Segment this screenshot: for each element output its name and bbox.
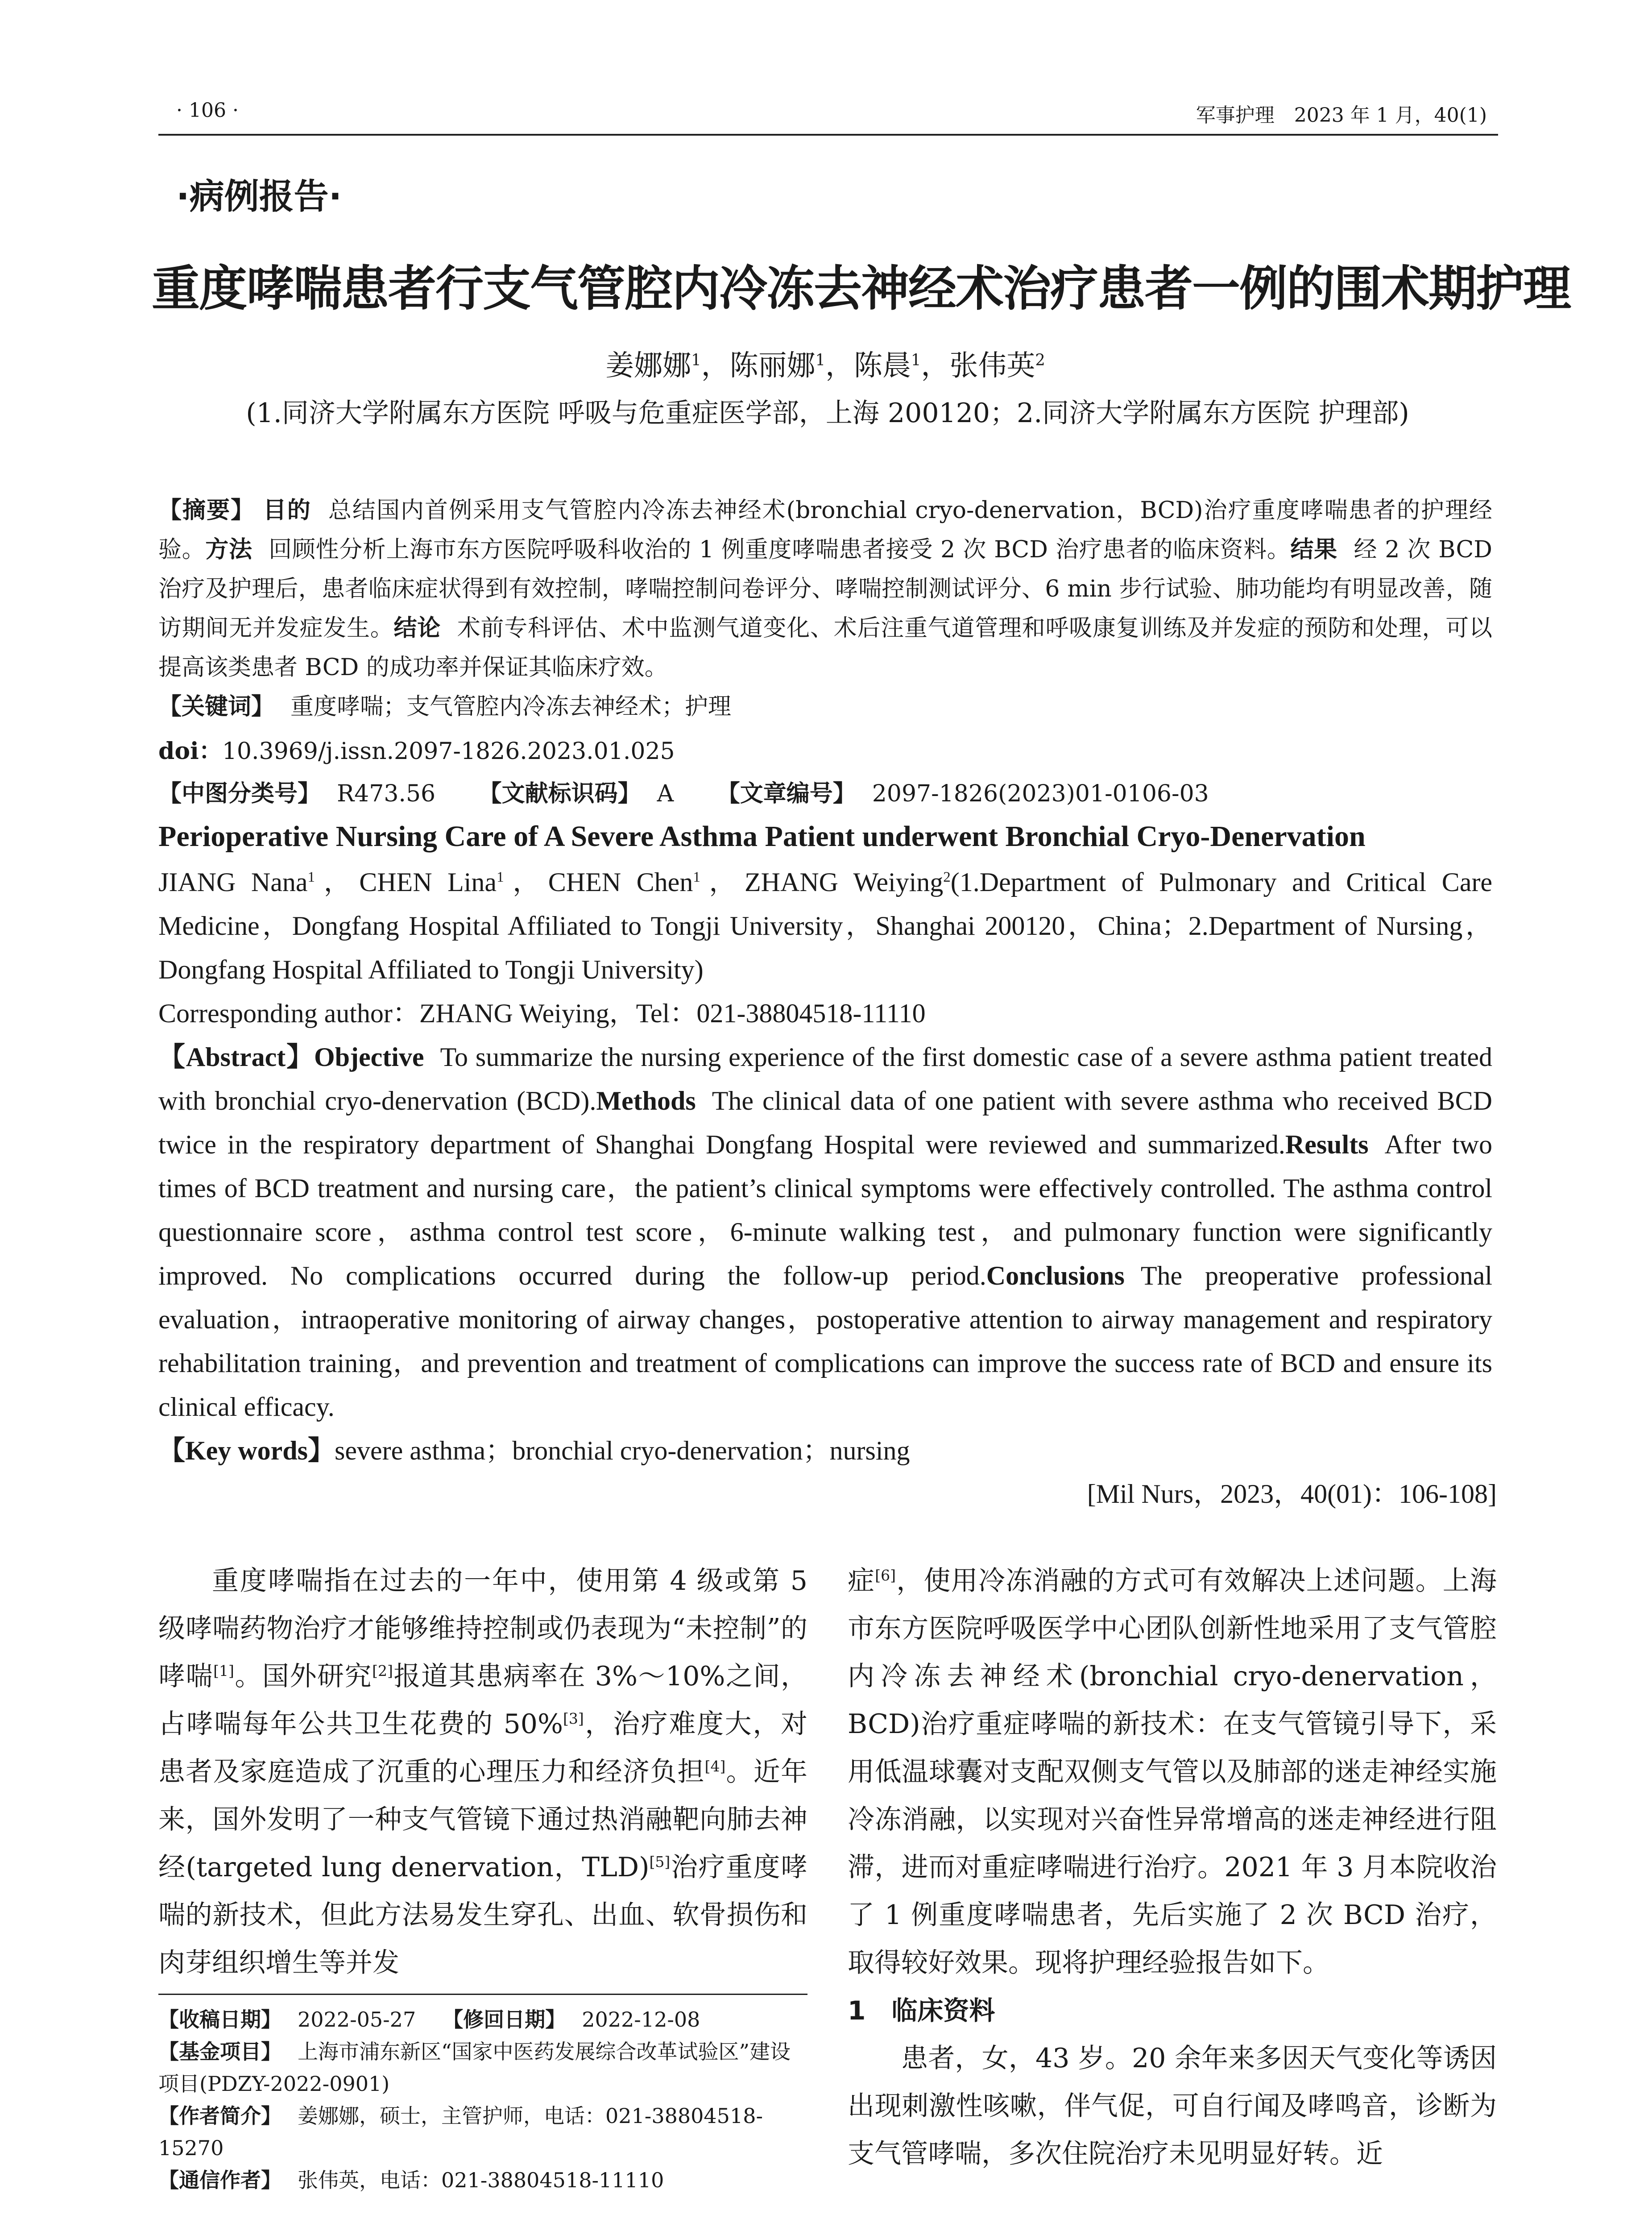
- author-name: 张伟英: [949, 349, 1035, 382]
- abstract-label-en: 【Abstract】: [158, 1042, 314, 1072]
- citation-ref[interactable]: [1]: [213, 1662, 234, 1679]
- doc-code-label: 【文献标识码】: [478, 780, 641, 807]
- author-separator: ，: [921, 349, 950, 382]
- fund-label: 【基金项目】: [158, 2040, 282, 2064]
- body-text: 报道其患病率在 3%～10%之间，占哮喘每年公共卫生花费的 50%: [158, 1661, 808, 1740]
- author-name: 陈丽娜: [729, 349, 816, 382]
- results-text: 经 2 次 BCD 治疗及护理后，患者临床症状得到有效控制，哮喘控制问卷评分、哮喘控制测试评分、6 min 步行试验、肺功能均有明显改善，随访期间无并发症发生。: [158, 536, 1492, 642]
- body-paragraph: [158, 1557, 807, 1987]
- author-separator: ，: [701, 349, 730, 382]
- article-number-value: 2097-1826(2023)01-0106-03: [872, 780, 1209, 807]
- objective-label-en: Objective: [314, 1042, 424, 1072]
- conclusions-label-en: Conclusions: [986, 1261, 1125, 1290]
- author-bio-text: 姜娜娜，硕士，主管护师，电话：021-38804518-15270: [158, 2104, 763, 2160]
- journal-reference: 军事护理 2023 年 1 月，40(1): [1196, 104, 1487, 127]
- citation-ref[interactable]: [3]: [563, 1710, 584, 1727]
- body-text: ，使用冷冻消融的方式可有效解决上述问题。上海市东方医院呼吸医学中心团队创新性地采用了支气管腔内冷冻去神经术(bronchial cryo-denervation，BCD)治疗重症哮喘的新技术：在支气管镜引导下，采用低温球囊对支配双侧支气管以及肺部的迷走神经实施冷冻消融，以实现对兴奋性异常增高的迷走神经进行阻滞，进而对重症哮喘进行治疗。2021 年 3 月本院收治了 1 例重度哮喘患者，先后实施了 2 次 BCD 治疗，取得较好效果。现将护理经验报告如下。: [848, 1565, 1497, 1978]
- doi-label: doi：: [158, 738, 222, 765]
- revised-date: 2022-12-08: [582, 2007, 700, 2032]
- methods-text: 回顾性分析上海市东方医院呼吸科收治的 1 例重度哮喘患者接受 2 次 BCD 治疗患者的临床资料。: [268, 536, 1291, 563]
- clc-value: R473.56: [337, 780, 436, 807]
- keywords-text: 重度哮喘；支气管腔内冷冻去神经术；护理: [290, 693, 732, 720]
- corresponding-author-en: Corresponding author：ZHANG Weiying，Tel：021-38804518-11110: [158, 999, 926, 1028]
- article-number-label: 【文章编号】: [716, 780, 856, 807]
- author-separator: ，: [700, 867, 745, 897]
- affiliation-marker: 1: [911, 351, 921, 369]
- received-label: 【收稿日期】: [158, 2007, 282, 2032]
- article-title-zh: 重度哮喘患者行支气管腔内冷冻去神经术治疗患者一例的围术期护理: [152, 261, 1571, 317]
- methods-text-en: The clinical data of one patient with severe asthma who received BCD twice in the respiratory department of Shanghai Dongfang Hospital were reviewed and summarized.: [158, 1086, 1493, 1159]
- affiliation-marker: 2: [943, 869, 951, 885]
- conclusions-text-en: The preoperative professional evaluation，intraoperative monitoring of airway changes，postoperative attention to airway management and respiratory rehabilitation training，and prevention and treatment of complications can improve the success rate of BCD and ensure its clinical efficacy.: [158, 1261, 1493, 1422]
- abstract-zh: [158, 491, 1492, 687]
- results-text-en: After two times of BCD treatment and nursing care，the patient’s clinical symptoms were effectively controlled. The asthma control questionnaire score，asthma control test score，6-minute walking test，and pulmonary function were significantly improved. No complications occurred during the follow-up period.: [158, 1130, 1492, 1290]
- citation-ref[interactable]: [6]: [875, 1567, 896, 1584]
- footnotes: [158, 2003, 807, 2196]
- author-separator: ，: [504, 867, 548, 897]
- section-heading: 1 临床资料: [848, 1995, 995, 2026]
- author-name: 陈晨: [854, 349, 911, 382]
- revised-label: 【修回日期】: [443, 2007, 566, 2032]
- author-separator: ，: [315, 867, 360, 897]
- clc-label: 【中图分类号】: [158, 780, 321, 807]
- conclusion-text: 术前专科评估、术中监测气道变化、术后注重气道管理和呼吸康复训练及并发症的预防和处理，可以提高该类患者 BCD 的成功率并保证其临床疗效。: [158, 615, 1492, 681]
- header-rule: [158, 134, 1498, 136]
- body-text: 症: [848, 1565, 875, 1597]
- author-name: ZHANG Weiying: [745, 867, 944, 897]
- abstract-label: 【摘要】: [158, 497, 255, 524]
- results-label: 结果: [1290, 536, 1337, 563]
- doi-value: 10.3969/j.issn.2097-1826.2023.01.025: [222, 738, 675, 765]
- keywords-label: 【关键词】: [158, 693, 275, 720]
- doc-code-value: A: [657, 780, 674, 807]
- keywords-text-en: severe asthma；bronchial cryo-denervation；nursing: [334, 1436, 910, 1465]
- objective-text: 总结国内首例采用支气管腔内冷冻去神经术(bronchial cryo-denervation，BCD)治疗重度哮喘患者的护理经验。: [158, 497, 1492, 563]
- affiliation-marker: 2: [1035, 351, 1045, 369]
- author-name: 姜娜娜: [605, 349, 691, 382]
- corresponding-text: 张伟英，电话：021-38804518-11110: [298, 2168, 664, 2192]
- body-text: 。国外研究: [234, 1661, 373, 1692]
- affiliation-marker: 1: [691, 351, 701, 369]
- affiliation-zh: (1.同济大学附属东方医院 呼吸与危重症医学部，上海 200120；2.同济大学附属东方医院 护理部): [246, 398, 1409, 429]
- footnote-corresponding: [158, 2164, 807, 2196]
- affiliation-marker: 1: [497, 869, 504, 885]
- corresponding-label: 【通信作者】: [158, 2168, 282, 2192]
- keywords-en: [158, 1429, 1492, 1472]
- footnote-dates: [158, 2003, 807, 2036]
- affiliation-marker: 1: [815, 351, 825, 369]
- objective-text-en: To summarize the nursing experience of the first domestic case of a severe asthma patient treated with bronchial cryo-denervation (BCD).: [158, 1042, 1492, 1116]
- body-column-right: [848, 1557, 1497, 2178]
- received-date: 2022-05-27: [298, 2007, 416, 2032]
- page-number: · 106 ·: [176, 99, 239, 122]
- author-name: CHEN Lina: [359, 867, 497, 897]
- body-text: 。近年来，国外发明了一种支气管镜下通过热消融靶向肺去神经(targeted lung denervation，TLD): [158, 1756, 808, 1883]
- authors-en: [158, 860, 1492, 991]
- keywords-zh: [158, 687, 1492, 726]
- footnote-fund: [158, 2036, 807, 2100]
- doi-line: [158, 732, 1492, 771]
- article-title-en: Perioperative Nursing Care of A Severe Asthma Patient underwent Bronchial Cryo-Denervation: [158, 820, 1366, 853]
- body-column-left: [158, 1557, 807, 1987]
- citation-ref[interactable]: [5]: [649, 1853, 671, 1870]
- author-name: CHEN Chen: [548, 867, 693, 897]
- author-bio-label: 【作者简介】: [158, 2104, 282, 2128]
- footnote-author: [158, 2100, 807, 2164]
- affiliation-en: (1.Department of Pulmonary and Critical Care Medicine，Dongfang Hospital Affiliated to Tongji University，Shanghai 200120，China；2.Department of Nursing，Dongfang Hospital Affiliated to Tongji University): [158, 867, 1493, 984]
- abstract-en: [158, 1035, 1492, 1429]
- citation: [Mil Nurs，2023，40(01)：106-108]: [1087, 1479, 1497, 1509]
- citation-ref[interactable]: [2]: [372, 1662, 393, 1679]
- section-label: ·病例报告·: [176, 177, 342, 217]
- citation-ref[interactable]: [4]: [704, 1758, 726, 1775]
- author-name: JIANG Nana: [158, 867, 308, 897]
- objective-label: 目的: [263, 497, 311, 524]
- body-text: ，治疗难度大，对患者及家庭造成了沉重的心理压力和经济负担: [158, 1708, 807, 1787]
- classification-line: [158, 774, 1492, 813]
- methods-label: 方法: [205, 536, 253, 563]
- author-separator: ，: [825, 349, 854, 382]
- authors-zh: [152, 343, 1499, 384]
- affiliation-marker: 1: [693, 869, 700, 885]
- affiliation-marker: 1: [307, 869, 315, 885]
- body-paragraph: [848, 1557, 1497, 1987]
- methods-label-en: Methods: [596, 1086, 696, 1116]
- body-text: 治疗重度哮喘的新技术，但此方法易发生穿孔、出血、软骨损伤和肉芽组织增生等并发: [158, 1852, 807, 1978]
- body-text: 重度哮喘指在过去的一年中，使用第 4 级或第 5 级哮喘药物治疗才能够维持控制或仍表现为“未控制”的哮喘: [158, 1565, 807, 1692]
- fund-text: 上海市浦东新区“国家中医药发展综合改革试验区”建设项目(PDZY-2022-0901): [158, 2040, 791, 2096]
- footnote-rule: [158, 1994, 807, 1995]
- conclusion-label: 结论: [393, 615, 441, 642]
- results-label-en: Results: [1285, 1130, 1369, 1159]
- body-paragraph: 患者，女，43 岁。20 余年来多因天气变化等诱因出现刺激性咳嗽，伴气促，可自行闻及哮鸣音，诊断为支气管哮喘，多次住院治疗未见明显好转。近: [848, 2043, 1497, 2169]
- keywords-label-en: 【Key words】: [158, 1436, 335, 1465]
